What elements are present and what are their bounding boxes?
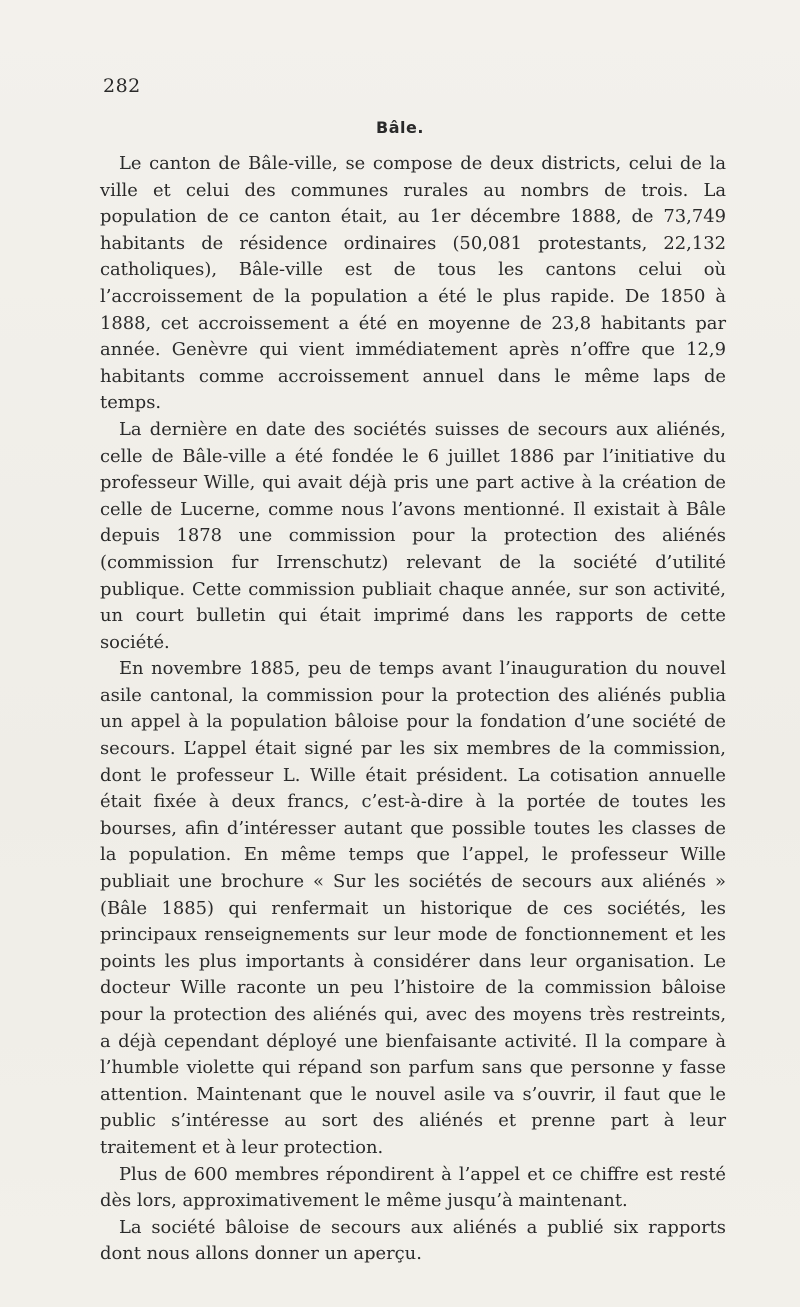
page-number: 282: [103, 75, 141, 97]
paragraph: Le canton de Bâle-ville, se compose de deux districts, celui de la ville et celui des communes rurales au nombrs de trois. La population de ce canton était, au 1er décembre 1888, de 73,749 habitants de résidence ordinaires (50,081 protestants, 22,132 catholiques), Bâle-ville est de tous les cantons celui où l’accroissement de la population a été le plus rapide. De 1850 à 1888, cet accroissement a été en moyenne de 23,8 habitants par année. Genèvre qui vient immédiatement après n’offre que 12,9 habitants comme accroissement annuel dans le même laps de temps.: [100, 153, 726, 414]
body-text: [100, 151, 726, 1268]
paragraph: Plus de 600 membres répondirent à l’appel et ce chiffre est resté dès lors, approximativement le même jusqu’à maintenant.: [100, 1163, 726, 1212]
section-title: Bâle.: [376, 118, 424, 137]
paragraph: La dernière en date des sociétés suisses de secours aux aliénés, celle de Bâle-ville a été fondée le 6 juillet 1886 par l’initiative du professeur Wille, qui avait déjà pris une part active à la création de celle de Lucerne, comme nous l’avons mentionné. Il existait à Bâle depuis 1878 une commission pour la protection des aliénés (commission fur Irrenschutz) relevant de la société d’utilité publique. Cette commission publiait chaque année, sur son activité, un court bulletin qui était imprimé dans les rapports de cette société.: [100, 418, 726, 653]
paragraph: La société bâloise de secours aux aliénés a publié six rapports dont nous allons donner un aperçu.: [100, 1216, 726, 1265]
paragraph: En novembre 1885, peu de temps avant l’inauguration du nouvel asile cantonal, la commission pour la protection des aliénés publia un appel à la population bâloise pour la fondation d’une société de secours. L’appel était signé par les six membres de la commission, dont le professeur L. Wille était président. La cotisation annuelle était fixée à deux francs, c’est-à-dire à la portée de toutes les bourses, afin d’intéresser autant que possible toutes les classes de la population. En même temps que l’appel, le professeur Wille publiait une brochure « Sur les sociétés de secours aux aliénés » (Bâle 1885) qui renfermait un historique de ces sociétés, les principaux renseignements sur leur mode de fonctionnement et les points les plus importants à considérer dans leur organisation. Le docteur Wille raconte un peu l’histoire de la commission bâloise pour la protection des aliénés qui, avec des moyens très restreints, a déjà cependant déployé une bienfaisante activité. Il la compare à l’humble violette qui répand son parfum sans que personne y fasse attention. Maintenant que le nouvel asile va s’ouvrir, il faut que le public s’intéresse au sort des aliénés et prenne part à leur traitement et à leur protection.: [100, 658, 726, 1158]
